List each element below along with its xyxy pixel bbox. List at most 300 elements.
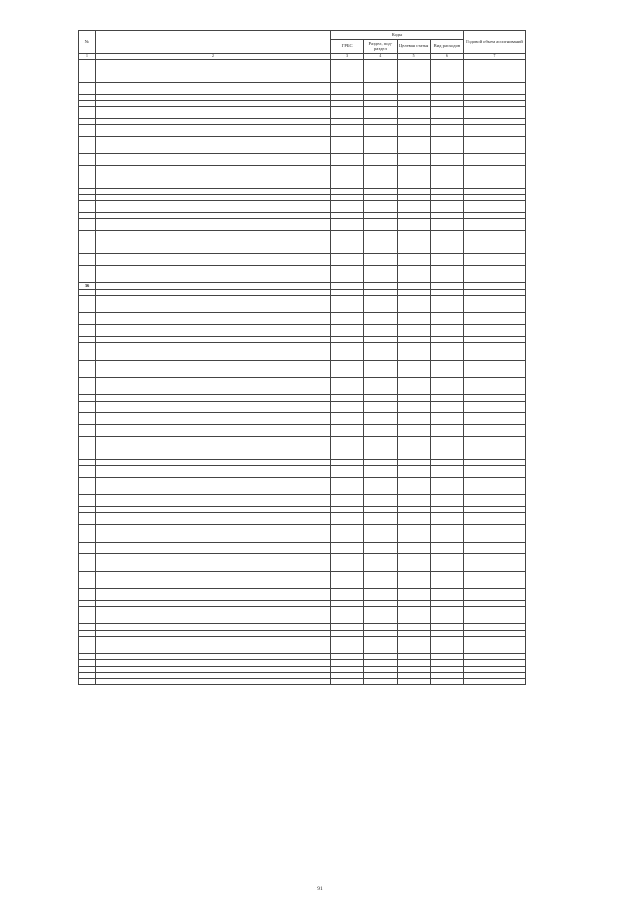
row-grbs (331, 343, 364, 360)
table-row (79, 59, 526, 82)
row-amount (464, 436, 526, 459)
table-row (79, 219, 526, 231)
row-grbs (331, 542, 364, 554)
row-target-article (397, 136, 430, 153)
table-row (79, 542, 526, 554)
row-expense-type (430, 283, 463, 290)
row-razdel (364, 201, 397, 213)
row-razdel (364, 378, 397, 395)
row-grbs (331, 495, 364, 507)
row-amount (464, 413, 526, 425)
row-num (79, 495, 96, 507)
row-target-article (397, 313, 430, 325)
row-num (79, 413, 96, 425)
row-razdel (364, 571, 397, 588)
table-row (79, 106, 526, 118)
row-razdel (364, 589, 397, 601)
header-sum: Годовой объем ассигнований (464, 31, 526, 54)
table-row (79, 124, 526, 136)
table-row (79, 360, 526, 377)
row-expense-type (430, 313, 463, 325)
row-grbs (331, 401, 364, 413)
table-row (79, 231, 526, 254)
row-expense-type (430, 378, 463, 395)
row-razdel (364, 219, 397, 231)
row-target-article (397, 124, 430, 136)
row-num (79, 360, 96, 377)
table-row (79, 283, 526, 290)
table-row (79, 495, 526, 507)
row-expense-type (430, 636, 463, 653)
row-target-article (397, 82, 430, 94)
row-razdel (364, 542, 397, 554)
row-grbs (331, 296, 364, 313)
row-expense-type (430, 360, 463, 377)
row-razdel (364, 165, 397, 188)
row-razdel (364, 124, 397, 136)
row-target-article (397, 466, 430, 478)
row-amount (464, 254, 526, 266)
row-grbs (331, 513, 364, 525)
row-expense-type (430, 106, 463, 118)
row-expense-type (430, 678, 463, 684)
row-num (79, 325, 96, 337)
row-name (96, 325, 331, 337)
row-name (96, 466, 331, 478)
row-razdel (364, 425, 397, 437)
row-target-article (397, 607, 430, 624)
row-num: 36 (79, 283, 96, 290)
row-name (96, 513, 331, 525)
row-target-article (397, 525, 430, 542)
row-grbs (331, 82, 364, 94)
row-razdel (364, 343, 397, 360)
row-target-article (397, 343, 430, 360)
row-target-article (397, 436, 430, 459)
row-name (96, 413, 331, 425)
row-name (96, 283, 331, 290)
column-index: 3 (331, 53, 364, 59)
row-razdel (364, 636, 397, 653)
table-row (79, 265, 526, 282)
row-name (96, 607, 331, 624)
row-name (96, 554, 331, 571)
row-amount (464, 82, 526, 94)
row-num (79, 589, 96, 601)
row-name (96, 495, 331, 507)
row-target-article (397, 325, 430, 337)
row-num (79, 219, 96, 231)
table-row (79, 636, 526, 653)
row-expense-type (430, 401, 463, 413)
row-expense-type (430, 296, 463, 313)
row-name (96, 106, 331, 118)
budget-appendix-page (78, 30, 526, 685)
row-razdel (364, 231, 397, 254)
row-name (96, 436, 331, 459)
row-grbs (331, 571, 364, 588)
row-name (96, 477, 331, 494)
table-row (79, 313, 526, 325)
row-expense-type (430, 436, 463, 459)
row-razdel (364, 325, 397, 337)
row-amount (464, 124, 526, 136)
row-expense-type (430, 231, 463, 254)
row-target-article (397, 571, 430, 588)
row-grbs (331, 589, 364, 601)
header-name (96, 31, 331, 54)
row-expense-type (430, 136, 463, 153)
row-target-article (397, 554, 430, 571)
row-target-article (397, 106, 430, 118)
row-name (96, 378, 331, 395)
row-amount (464, 589, 526, 601)
row-name (96, 401, 331, 413)
row-num (79, 165, 96, 188)
row-amount (464, 165, 526, 188)
row-razdel (364, 82, 397, 94)
row-razdel (364, 265, 397, 282)
row-num (79, 254, 96, 266)
row-grbs (331, 154, 364, 166)
row-expense-type (430, 554, 463, 571)
row-grbs (331, 106, 364, 118)
row-num (79, 425, 96, 437)
row-num (79, 343, 96, 360)
row-expense-type (430, 607, 463, 624)
row-grbs (331, 525, 364, 542)
row-name (96, 231, 331, 254)
row-expense-type (430, 201, 463, 213)
table-row (79, 678, 526, 684)
row-expense-type (430, 343, 463, 360)
table-row (79, 525, 526, 542)
row-num (79, 313, 96, 325)
header-vr: Вид расходов (430, 39, 463, 53)
row-target-article (397, 477, 430, 494)
header-codes: Коды (331, 31, 464, 40)
column-index: 1 (79, 53, 96, 59)
row-amount (464, 607, 526, 624)
row-num (79, 82, 96, 94)
row-grbs (331, 378, 364, 395)
header-grbs: ГРБС (331, 39, 364, 53)
row-razdel (364, 136, 397, 153)
row-amount (464, 59, 526, 82)
row-grbs (331, 265, 364, 282)
row-name (96, 589, 331, 601)
row-num (79, 401, 96, 413)
row-grbs (331, 219, 364, 231)
row-target-article (397, 636, 430, 653)
row-amount (464, 265, 526, 282)
row-expense-type (430, 525, 463, 542)
column-index: 6 (430, 53, 463, 59)
row-amount (464, 106, 526, 118)
row-amount (464, 425, 526, 437)
column-index: 7 (464, 53, 526, 59)
header-razdel: Раздел, под-раздел (364, 39, 397, 53)
table-row (79, 254, 526, 266)
row-name (96, 636, 331, 653)
row-razdel (364, 477, 397, 494)
row-name (96, 542, 331, 554)
row-amount (464, 201, 526, 213)
row-grbs (331, 413, 364, 425)
row-razdel (364, 495, 397, 507)
row-expense-type (430, 413, 463, 425)
row-name (96, 82, 331, 94)
row-num (79, 571, 96, 588)
row-target-article (397, 296, 430, 313)
row-razdel (364, 678, 397, 684)
row-name (96, 59, 331, 82)
row-amount (464, 466, 526, 478)
row-grbs (331, 283, 364, 290)
row-amount (464, 360, 526, 377)
page-number: 91 (317, 886, 323, 892)
row-expense-type (430, 165, 463, 188)
row-name (96, 265, 331, 282)
row-name (96, 360, 331, 377)
row-grbs (331, 466, 364, 478)
row-name (96, 678, 331, 684)
column-index: 2 (96, 53, 331, 59)
column-index: 5 (397, 53, 430, 59)
row-amount (464, 554, 526, 571)
row-expense-type (430, 124, 463, 136)
row-name (96, 136, 331, 153)
row-target-article (397, 154, 430, 166)
row-target-article (397, 378, 430, 395)
row-amount (464, 378, 526, 395)
table-row (79, 477, 526, 494)
row-razdel (364, 360, 397, 377)
row-grbs (331, 678, 364, 684)
row-grbs (331, 59, 364, 82)
row-expense-type (430, 571, 463, 588)
row-num (79, 607, 96, 624)
row-num (79, 466, 96, 478)
row-target-article (397, 231, 430, 254)
row-grbs (331, 165, 364, 188)
row-grbs (331, 607, 364, 624)
row-razdel (364, 401, 397, 413)
table-row (79, 378, 526, 395)
row-name (96, 154, 331, 166)
row-amount (464, 283, 526, 290)
row-amount (464, 296, 526, 313)
row-grbs (331, 124, 364, 136)
row-expense-type (430, 219, 463, 231)
row-num (79, 154, 96, 166)
table-row (79, 82, 526, 94)
row-razdel (364, 513, 397, 525)
table-row (79, 401, 526, 413)
row-amount (464, 495, 526, 507)
row-grbs (331, 325, 364, 337)
row-num (79, 525, 96, 542)
row-razdel (364, 554, 397, 571)
row-amount (464, 343, 526, 360)
column-index: 4 (364, 53, 397, 59)
table-row (79, 589, 526, 601)
table-header-row-1 (79, 31, 526, 40)
row-grbs (331, 231, 364, 254)
row-target-article (397, 678, 430, 684)
row-grbs (331, 254, 364, 266)
row-target-article (397, 413, 430, 425)
row-expense-type (430, 466, 463, 478)
table-row (79, 513, 526, 525)
row-target-article (397, 542, 430, 554)
row-razdel (364, 106, 397, 118)
row-target-article (397, 425, 430, 437)
row-num (79, 678, 96, 684)
row-amount (464, 231, 526, 254)
row-target-article (397, 589, 430, 601)
row-num (79, 554, 96, 571)
row-num (79, 636, 96, 653)
table-row (79, 413, 526, 425)
row-razdel (364, 466, 397, 478)
row-razdel (364, 254, 397, 266)
row-expense-type (430, 589, 463, 601)
table-row (79, 154, 526, 166)
row-target-article (397, 495, 430, 507)
row-num (79, 106, 96, 118)
table-row (79, 554, 526, 571)
row-razdel (364, 283, 397, 290)
header-csr: Целевая статья (397, 39, 430, 53)
row-amount (464, 219, 526, 231)
row-amount (464, 477, 526, 494)
row-target-article (397, 254, 430, 266)
row-expense-type (430, 82, 463, 94)
row-name (96, 254, 331, 266)
row-grbs (331, 313, 364, 325)
row-razdel (364, 413, 397, 425)
row-expense-type (430, 154, 463, 166)
row-amount (464, 542, 526, 554)
table-row (79, 571, 526, 588)
header-num: № (79, 31, 96, 54)
row-amount (464, 401, 526, 413)
row-amount (464, 571, 526, 588)
row-razdel (364, 525, 397, 542)
row-num (79, 124, 96, 136)
table-row (79, 343, 526, 360)
row-target-article (397, 513, 430, 525)
row-target-article (397, 401, 430, 413)
row-grbs (331, 360, 364, 377)
table-row (79, 165, 526, 188)
row-name (96, 313, 331, 325)
row-expense-type (430, 495, 463, 507)
row-target-article (397, 201, 430, 213)
row-grbs (331, 436, 364, 459)
row-amount (464, 313, 526, 325)
row-grbs (331, 636, 364, 653)
row-num (79, 542, 96, 554)
row-target-article (397, 283, 430, 290)
row-target-article (397, 165, 430, 188)
row-razdel (364, 436, 397, 459)
row-num (79, 136, 96, 153)
row-num (79, 477, 96, 494)
row-expense-type (430, 513, 463, 525)
row-amount (464, 325, 526, 337)
row-amount (464, 513, 526, 525)
row-expense-type (430, 542, 463, 554)
table-body (79, 59, 526, 684)
row-num (79, 378, 96, 395)
row-num (79, 265, 96, 282)
row-razdel (364, 607, 397, 624)
row-grbs (331, 425, 364, 437)
table-row (79, 607, 526, 624)
row-amount (464, 154, 526, 166)
row-razdel (364, 154, 397, 166)
row-num (79, 231, 96, 254)
row-razdel (364, 59, 397, 82)
table-row (79, 436, 526, 459)
row-num (79, 436, 96, 459)
row-name (96, 343, 331, 360)
row-grbs (331, 477, 364, 494)
row-num (79, 296, 96, 313)
row-name (96, 571, 331, 588)
row-expense-type (430, 325, 463, 337)
row-num (79, 201, 96, 213)
row-target-article (397, 219, 430, 231)
appropriations-table (78, 30, 526, 685)
row-name (96, 124, 331, 136)
row-expense-type (430, 425, 463, 437)
row-target-article (397, 265, 430, 282)
row-amount (464, 136, 526, 153)
table-row (79, 466, 526, 478)
row-grbs (331, 554, 364, 571)
row-razdel (364, 313, 397, 325)
row-target-article (397, 360, 430, 377)
row-amount (464, 525, 526, 542)
row-expense-type (430, 254, 463, 266)
table-row (79, 296, 526, 313)
row-num (79, 59, 96, 82)
row-name (96, 165, 331, 188)
row-expense-type (430, 265, 463, 282)
table-row (79, 201, 526, 213)
row-num (79, 513, 96, 525)
row-name (96, 219, 331, 231)
row-expense-type (430, 477, 463, 494)
row-name (96, 296, 331, 313)
table-row (79, 425, 526, 437)
row-name (96, 425, 331, 437)
table-row (79, 136, 526, 153)
row-name (96, 201, 331, 213)
row-grbs (331, 136, 364, 153)
row-razdel (364, 296, 397, 313)
row-amount (464, 636, 526, 653)
row-grbs (331, 201, 364, 213)
row-amount (464, 678, 526, 684)
row-name (96, 525, 331, 542)
table-row (79, 325, 526, 337)
row-target-article (397, 59, 430, 82)
row-expense-type (430, 59, 463, 82)
